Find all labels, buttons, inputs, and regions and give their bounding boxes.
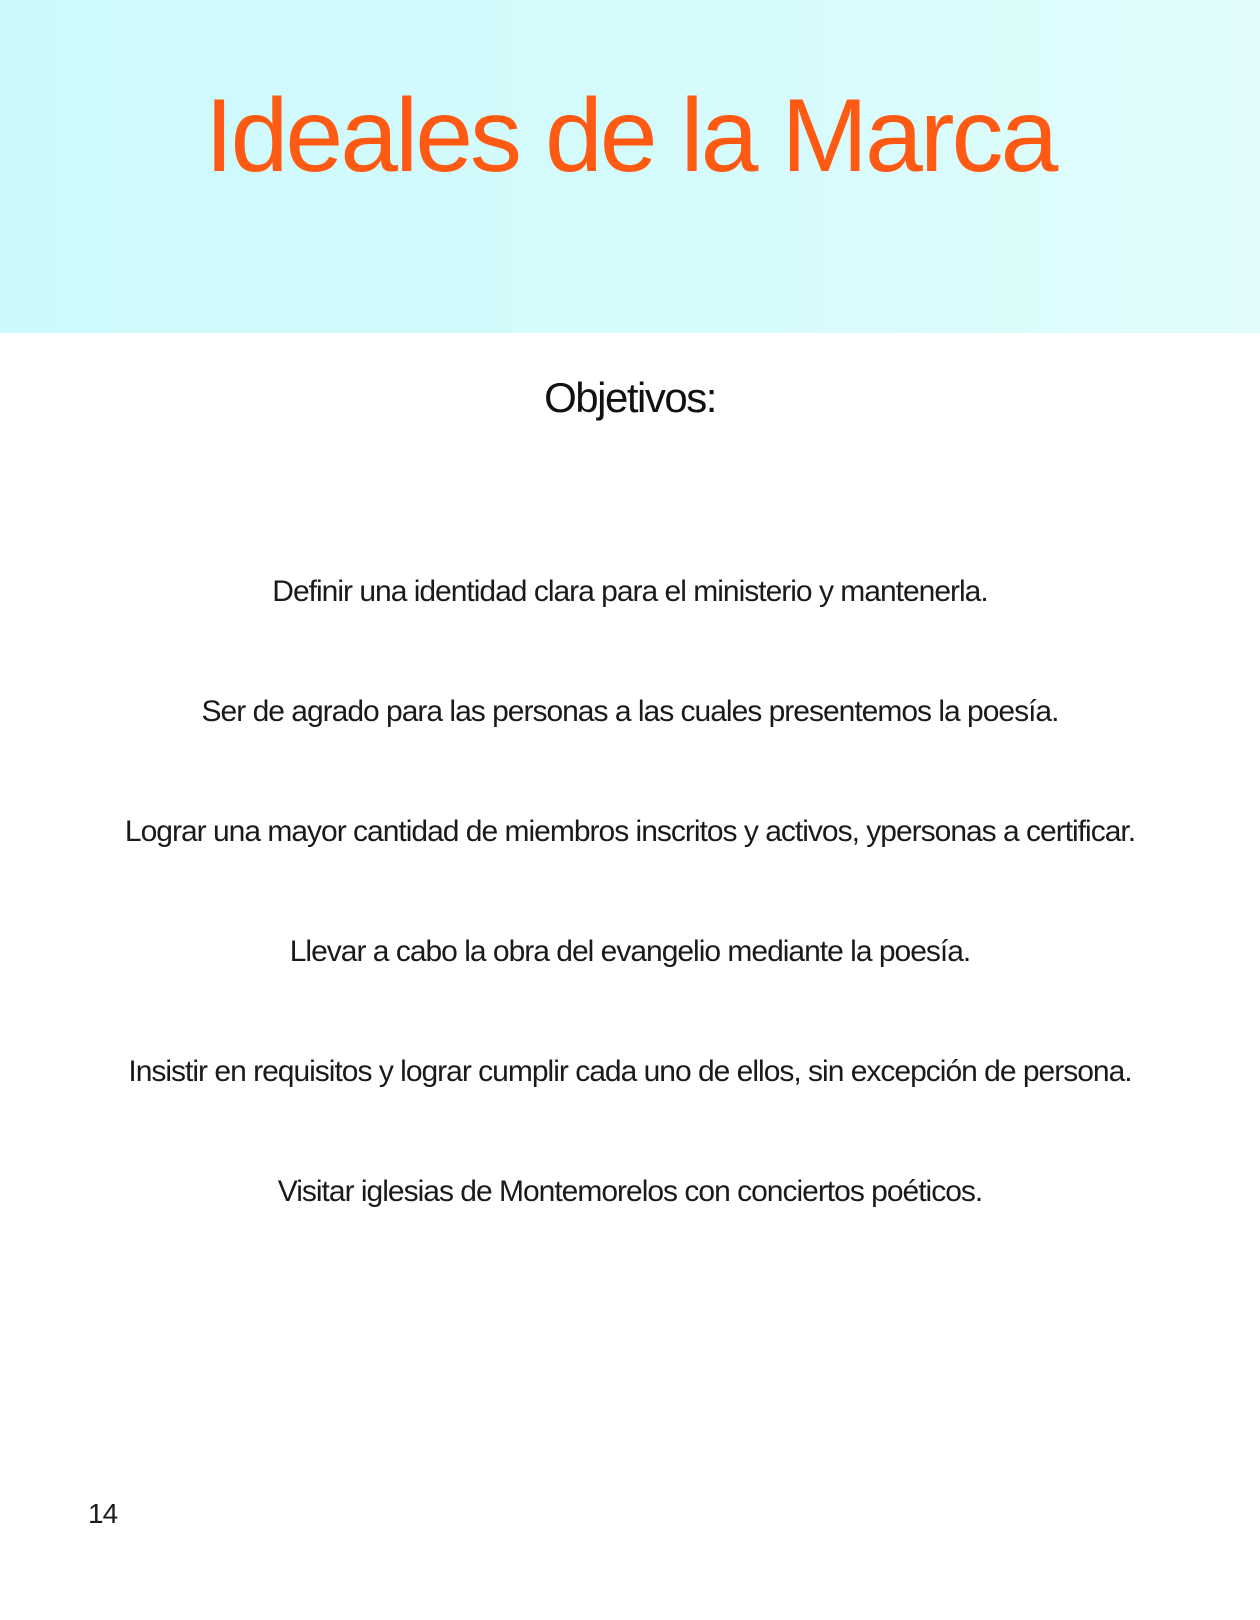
objective-item: Lograr una mayor cantidad de miembros inscritos y activos, ypersonas a certificar. [124,815,1136,848]
objective-item: Ser de agrado para las personas a las cuales presentemos la poesía. [201,695,1059,728]
page-title: Ideales de la Marca [204,78,1056,194]
objective-item: Llevar a cabo la obra del evangelio mediante la poesía. [289,935,971,968]
objective-item: Insistir en requisitos y lograr cumplir cada uno de ellos, sin excepción de persona. [128,1055,1132,1088]
section-heading: Objetivos: [544,374,716,421]
page-number: 14 [88,1498,118,1529]
objective-item: Visitar iglesias de Montemorelos con conciertos poéticos. [277,1175,983,1208]
objective-item: Definir una identidad clara para el ministerio y mantenerla. [272,575,988,608]
